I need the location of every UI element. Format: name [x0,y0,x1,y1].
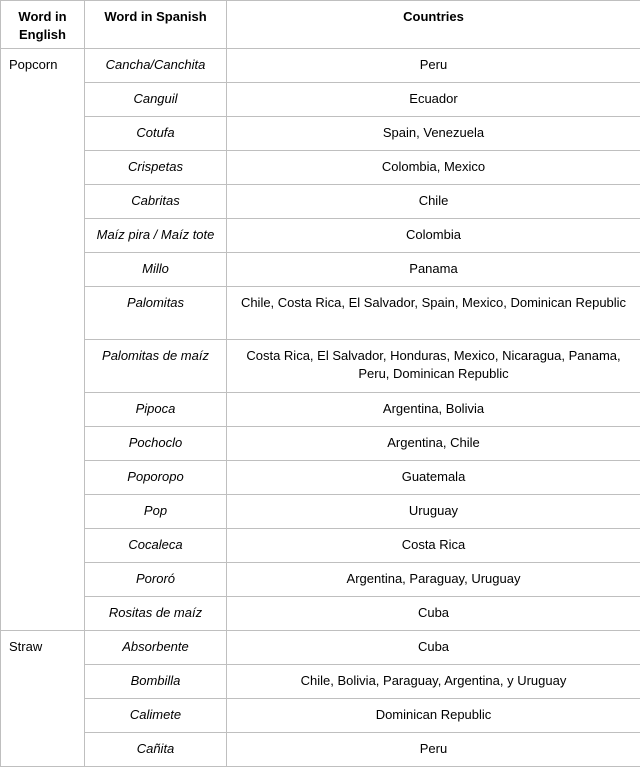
countries-cell: Ecuador [227,83,640,117]
header-spanish: Word in Spanish [85,1,227,49]
countries-cell: Chile, Costa Rica, El Salvador, Spain, Mexico, Dominican Republic [227,287,640,340]
table-row [1,49,640,83]
header-countries: Countries [227,1,640,49]
countries-cell: Peru [227,49,640,83]
spanish-word: Cotufa [85,117,227,151]
table-row [1,287,640,340]
english-word-straw: Straw [1,631,85,767]
table-row [1,665,640,699]
spanish-word: Palomitas de maíz [85,340,227,393]
table-row [1,461,640,495]
table-row [1,597,640,631]
spanish-word: Crispetas [85,151,227,185]
spanish-word: Calimete [85,699,227,733]
countries-cell: Spain, Venezuela [227,117,640,151]
countries-cell: Argentina, Chile [227,427,640,461]
countries-cell: Chile, Bolivia, Paraguay, Argentina, y Uruguay [227,665,640,699]
spanish-word: Cañita [85,733,227,767]
table-row [1,495,640,529]
countries-cell: Colombia, Mexico [227,151,640,185]
spanish-word: Maíz pira / Maíz tote [85,219,227,253]
table-row [1,253,640,287]
table-row [1,733,640,767]
spanish-word: Pororó [85,563,227,597]
spanish-word: Palomitas [85,287,227,340]
spanish-word: Cabritas [85,185,227,219]
countries-cell: Argentina, Paraguay, Uruguay [227,563,640,597]
countries-cell: Costa Rica, El Salvador, Honduras, Mexico, Nicaragua, Panama, Peru, Dominican Republic [227,340,640,393]
countries-cell: Uruguay [227,495,640,529]
countries-cell: Chile [227,185,640,219]
table-row [1,427,640,461]
countries-cell: Dominican Republic [227,699,640,733]
countries-cell: Panama [227,253,640,287]
countries-cell: Peru [227,733,640,767]
english-word-popcorn: Popcorn [1,49,85,631]
table-row [1,83,640,117]
spanish-word: Millo [85,253,227,287]
table-row [1,185,640,219]
table-row [1,631,640,665]
spanish-word: Pochoclo [85,427,227,461]
table-row [1,699,640,733]
table-row [1,117,640,151]
countries-cell: Guatemala [227,461,640,495]
header-english: Word in English [1,1,85,49]
spanish-word: Absorbente [85,631,227,665]
table-row [1,529,640,563]
spanish-word: Cocaleca [85,529,227,563]
spanish-word: Pop [85,495,227,529]
countries-cell: Colombia [227,219,640,253]
countries-cell: Cuba [227,597,640,631]
countries-cell: Costa Rica [227,529,640,563]
header-row [1,1,640,49]
countries-cell: Argentina, Bolivia [227,393,640,427]
table-row [1,340,640,393]
table-row [1,151,640,185]
spanish-word: Pipoca [85,393,227,427]
table-row [1,393,640,427]
spanish-word: Bombilla [85,665,227,699]
countries-cell: Cuba [227,631,640,665]
spanish-word: Canguil [85,83,227,117]
table-row [1,219,640,253]
spanish-word: Cancha/Canchita [85,49,227,83]
table-row [1,563,640,597]
spanish-word: Poporopo [85,461,227,495]
spanish-word: Rositas de maíz [85,597,227,631]
